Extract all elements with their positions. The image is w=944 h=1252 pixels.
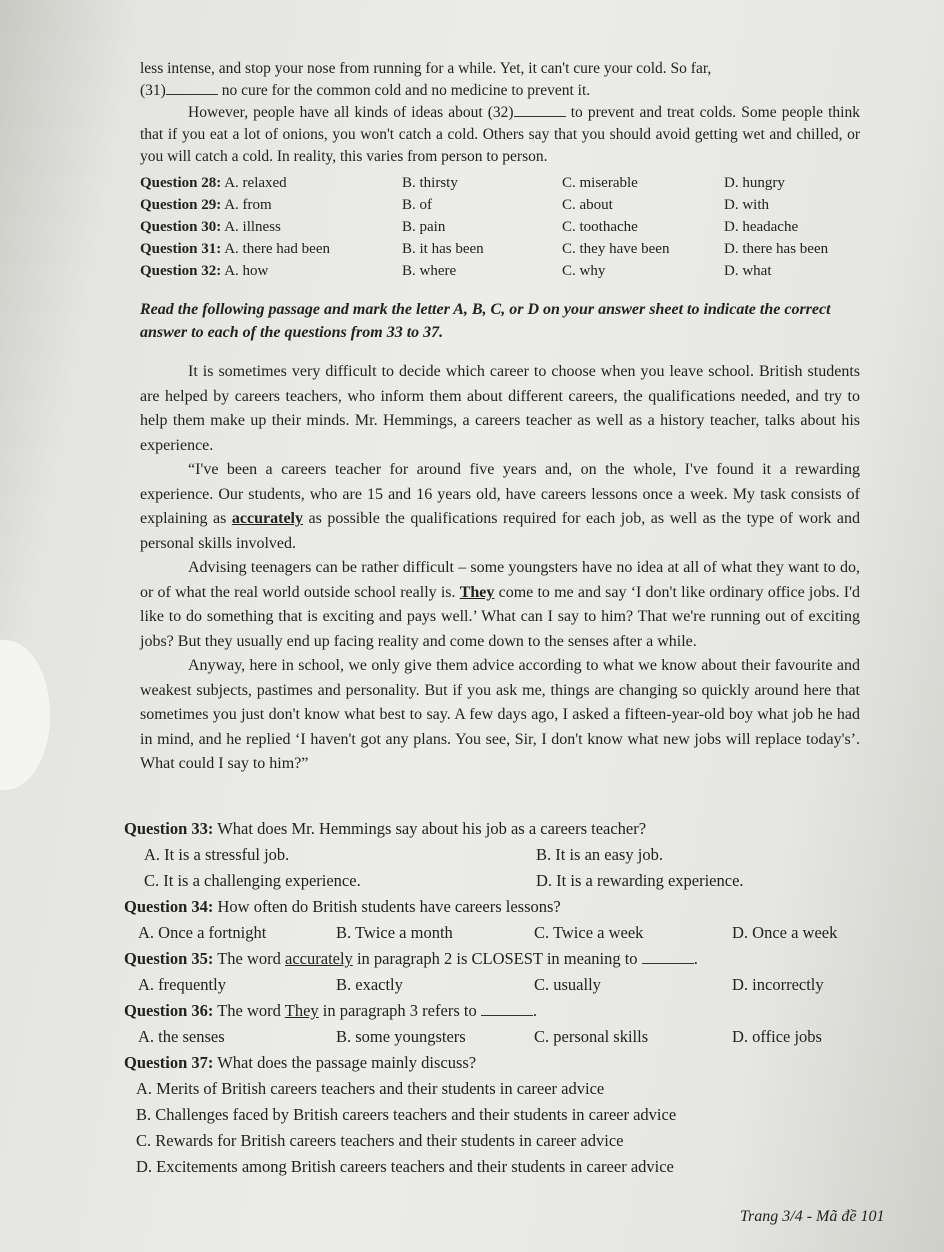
cloze-paragraph: However, people have all kinds of ideas about (32) to prevent and treat colds. Some people think that if you eat a lot of onions, you won't catch a cold. Others say that you should avoid getting wet and chilled, or you will catch a cold. In reality, this varies from person to person. xyxy=(140,104,860,165)
reading-passage xyxy=(140,360,860,777)
option-b: B. exactly xyxy=(336,975,403,994)
question-37: Question 37: What does the passage mainly discuss? xyxy=(124,1053,477,1072)
option: D. what xyxy=(724,263,772,279)
page-footer: Trang 3/4 - Mã đề 101 xyxy=(740,1208,885,1225)
option-b: B. It is an easy job. xyxy=(536,845,663,864)
option-c: C. It is a challenging experience. xyxy=(144,871,361,890)
option-b: B. Twice a month xyxy=(336,923,453,942)
option: C. miserable xyxy=(562,175,638,191)
option-d: D. office jobs xyxy=(732,1027,822,1046)
option: B. it has been xyxy=(402,241,484,257)
option-a: A. frequently xyxy=(138,975,226,994)
cloze-section xyxy=(140,58,860,777)
options xyxy=(124,842,864,894)
option-c: C. usually xyxy=(534,975,601,994)
question-36: Question 36: The word They in paragraph 3 refers to . xyxy=(124,1001,537,1020)
options xyxy=(124,1076,864,1180)
question-29: Question 29: A. from xyxy=(140,197,272,213)
passage-paragraph-3: Advising teenagers can be rather difficult – some youngsters have no idea at all of what they want to do, or of what the real world outside school really is. They come to me and say ‘I don't like ordinary office jobs. I'd like to do something that is exciting and pays well.’ What can I say to him? That we're running out of exciting jobs? But they usually end up facing reality and come down to the senses after a while. xyxy=(140,559,860,650)
question-31: Question 31: A. there had been xyxy=(140,241,330,257)
option-b: B. Challenges faced by British careers teachers and their students in career advice xyxy=(136,1105,677,1124)
question-35: Question 35: The word accurately in paragraph 2 is CLOSEST in meaning to . xyxy=(124,949,698,968)
option: D. headache xyxy=(724,219,799,235)
passage-paragraph-4: Anyway, here in school, we only give them advice according to what we know about their favourite and weakest subjects, pastimes and personality. But if you ask me, things are changing so quickly around here that sometimes you just don't know what best to say. A few days ago, I asked a fifteen-year-old boy what job he had in mind, and he replied ‘I haven't got any plans. You see, Sir, I don't know what new jobs will replace today's’. What could I say to him?” xyxy=(140,657,860,772)
question-32: Question 32: A. how xyxy=(140,263,269,279)
underlined-word: They xyxy=(459,583,495,601)
option: B. thirsty xyxy=(402,175,458,191)
cloze-line: less intense, and stop your nose from running for a while. Yet, it can't cure your cold. So far, xyxy=(140,60,712,77)
options xyxy=(124,1024,864,1050)
option-a: A. the senses xyxy=(138,1027,225,1046)
option-c: C. Rewards for British careers teachers and their students in career advice xyxy=(136,1131,624,1150)
option: D. there has been xyxy=(724,241,829,257)
option-d: D. Once a week xyxy=(732,923,838,942)
option: D. hungry xyxy=(724,175,785,191)
option-a: A. Merits of British careers teachers and their students in career advice xyxy=(136,1079,605,1098)
question-30: Question 30: A. illness xyxy=(140,219,281,235)
option-d: D. It is a rewarding experience. xyxy=(536,871,744,890)
option-d: D. Excitements among British careers teachers and their students in career advice xyxy=(136,1157,674,1176)
option-c: C. Twice a week xyxy=(534,923,644,942)
options xyxy=(124,920,864,946)
option-c: C. personal skills xyxy=(534,1027,649,1046)
options xyxy=(124,972,864,998)
mc-questions xyxy=(124,816,864,1180)
option: D. with xyxy=(724,197,769,213)
cloze-line: (31) no cure for the common cold and no medicine to prevent it. xyxy=(140,82,591,99)
option-b: B. some youngsters xyxy=(336,1027,466,1046)
question-34: Question 34: How often do British students have careers lessons? xyxy=(124,897,561,916)
question-28: Question 28: A. relaxed xyxy=(140,175,287,191)
passage-paragraph-2: “I've been a careers teacher for around five years and, on the whole, I've found it a rewarding experience. Our students, who are 15 and 16 years old, have careers lessons once a week. My task consists of explaining as accurately as possible the qualifications required for each job, as well as the type of work and personal skills involved. xyxy=(140,461,860,552)
option: B. of xyxy=(402,197,432,213)
option: C. they have been xyxy=(562,241,670,257)
option: C. about xyxy=(562,197,613,213)
option: C. why xyxy=(562,263,606,279)
option: C. toothache xyxy=(562,219,638,235)
cloze-question-grid xyxy=(140,172,860,282)
option-d: D. incorrectly xyxy=(732,975,824,994)
option-a: A. It is a stressful job. xyxy=(144,845,290,864)
underlined-word: accurately xyxy=(231,510,303,527)
passage-paragraph-1: It is sometimes very difficult to decide which career to choose when you leave school. British students are helped by careers teachers, who inform them about different careers, the qualifications needed, and try to help them make up their minds. Mr. Hemmings, a careers teacher as well as a history teacher, talks about his experience. xyxy=(140,363,860,454)
option: B. where xyxy=(402,263,457,279)
reading-instruction: Read the following passage and mark the letter A, B, C, or D on your answer sheet to indicate the correct answer to each of the questions from 33 to 37. xyxy=(140,301,831,341)
question-33: Question 33: What does Mr. Hemmings say about his job as a careers teacher? xyxy=(124,819,647,838)
option: B. pain xyxy=(402,219,446,235)
option-a: A. Once a fortnight xyxy=(138,923,267,942)
